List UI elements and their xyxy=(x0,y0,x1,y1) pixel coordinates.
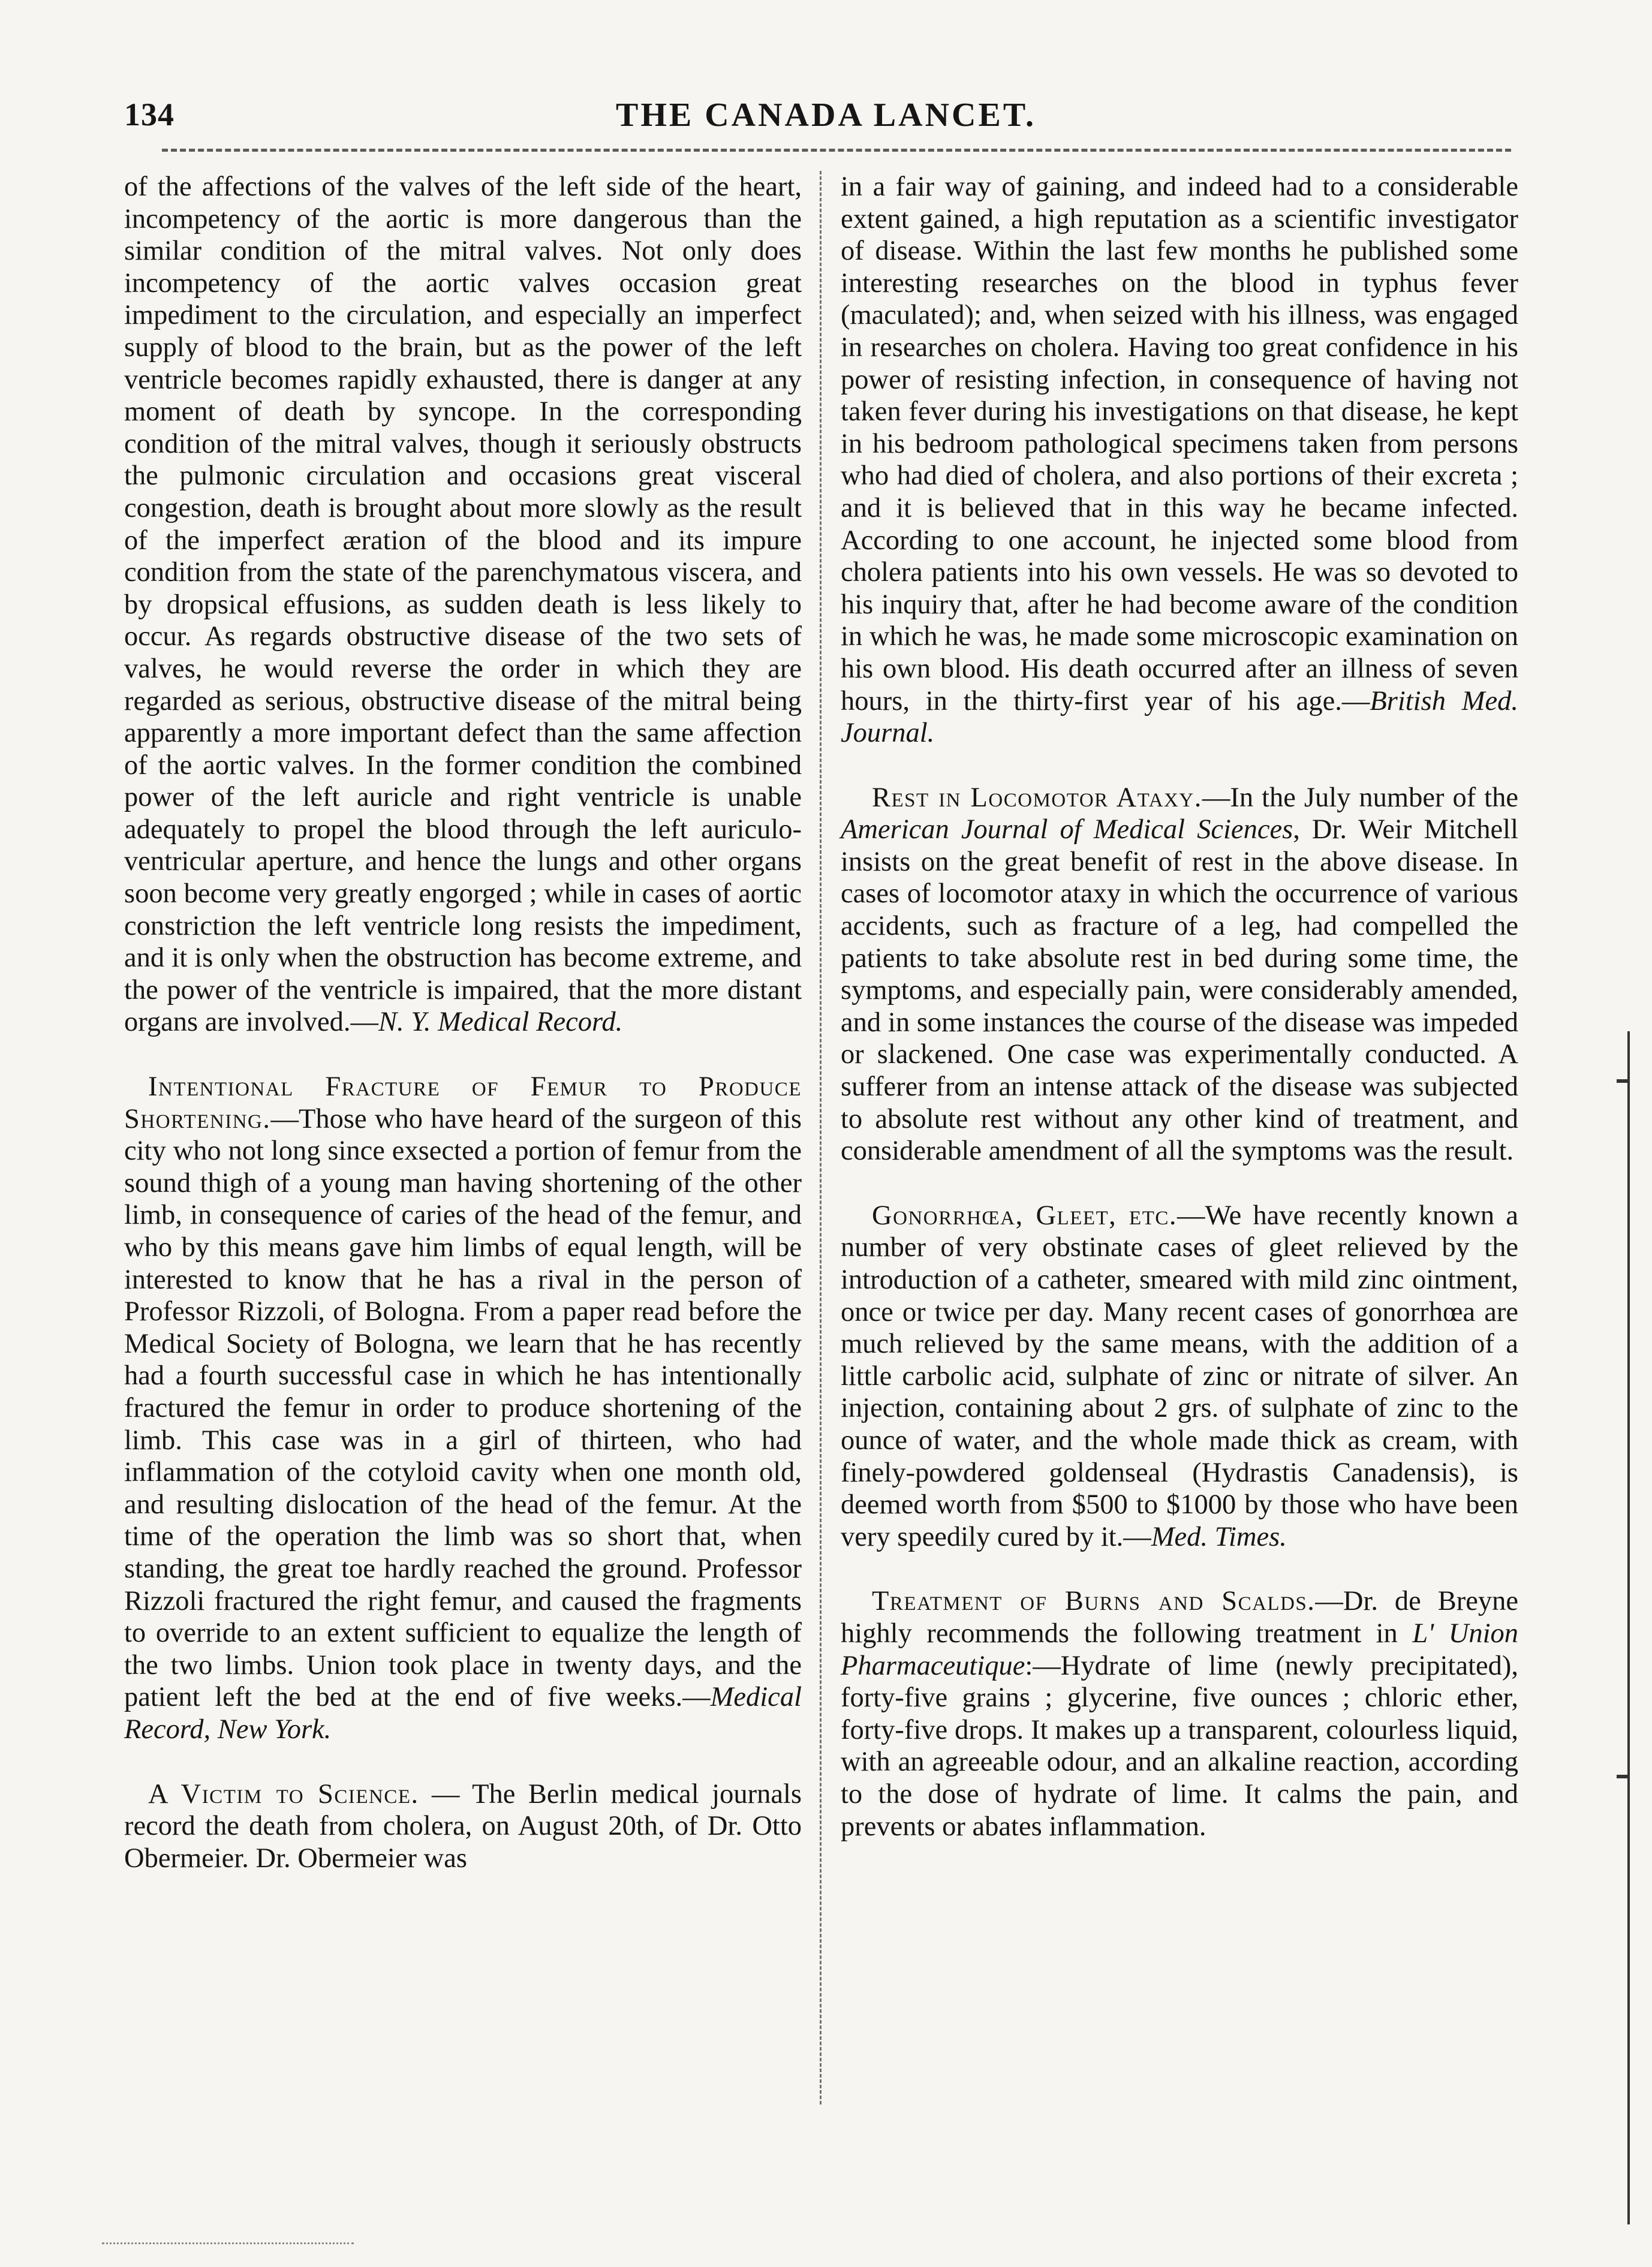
article-text: —In the July number of the xyxy=(1202,782,1518,813)
burns-article xyxy=(841,1585,1518,1842)
source-citation: N. Y. Medical Record. xyxy=(378,1007,623,1038)
article-text: in a fair way of gaining, and indeed had to a considerable extent gained, a high reputation as a scientific investigator of disease. Within the last few months he published some interesting researches on the blood in typhus fever (maculated); and, when seized with his illness, was engaged in researches on cholera. Having too great confidence in his power of resisting infection, in consequence of having not taken fever during his investigations on that disease, he kept in his bedroom pathological specimens taken from persons who had died of cholera, and also portions of their excreta ; and it is believed that in this way he became infected. According to one account, he injected some blood from cholera patients into his own vessels. He was so devoted to his inquiry that, after he had become aware of the condition in which he was, he made some microscopic examination on his own blood. His death occurred after an illness of seven hours, in the thirty-first year of his age.— xyxy=(841,171,1518,716)
source-citation: British Med. Journal. xyxy=(841,685,1518,749)
gonorrhoea-article xyxy=(841,1200,1518,1554)
ataxy-article xyxy=(841,782,1518,1167)
journal-name: American Journal of Medical Sciences xyxy=(841,814,1293,845)
article-heading: A Victim to Science. xyxy=(148,1778,419,1810)
source-citation: Med. Times. xyxy=(1151,1521,1287,1552)
binding-edge-tick xyxy=(1617,1079,1630,1083)
article-heading: Gonorrhœa, Gleet, etc. xyxy=(872,1200,1177,1231)
binding-edge-mark xyxy=(1627,1031,1630,2224)
article-text: :—Hydrate of lime (newly precipitated), forty-five grains ; glycerine, five ounces ; chloric ether, forty-five drops. It makes up a transparent, colourless liquid, with an agreeable odour, and an alkaline reaction, according to the dose of hydrate of lime. It calms the pain, and prevents or abates inflammation. xyxy=(841,1650,1518,1842)
femur-article xyxy=(124,1071,802,1745)
article-heading: Intentional Fracture of Femur to Produce Shortening. xyxy=(124,1071,802,1134)
left-column xyxy=(124,171,802,1874)
article-text: —Dr. de Breyne highly recommends the following treatment in xyxy=(841,1586,1518,1649)
journal-name: L' Union Pharmaceutique xyxy=(841,1618,1518,1681)
column-divider xyxy=(820,171,822,2105)
page-number: 134 xyxy=(124,97,174,133)
article-heading: Rest in Locomotor Ataxy. xyxy=(872,782,1202,813)
article-text: —Those who have heard of the surgeon of this city who not long since exsected a portion of femur from the sound thigh of a young man having shortening of the other limb, in consequence of caries of the head of the femur, and who by this means gave him limbs of equal length, will be interested to know that he has a rival in the person of Professor Rizzoli, of Bologna. From a paper read before the Medical Society of Bologna, we learn that he has recently had a fourth successful case in which he has intentionally fractured the femur in order to produce shortening of the limb. This case was in a girl of thirteen, who had inflammation of the cotyloid cavity when one month old, and resulting dislocation of the head of the femur. At the time of the operation the limb was so short that, when standing, the great toe hardly reached the ground. Professor Rizzoli fractured the right femur, and caused the fragments to override to an extent sufficient to equalize the length of the two limbs. Union took place in twenty days, and the patient left the bed at the end of five weeks.— xyxy=(124,1103,802,1713)
article-text: — The Berlin medical journals record the death from cholera, on August 20th, of Dr. Otto Obermeier. Dr. Obermeier was xyxy=(124,1778,802,1874)
victim-article-continued xyxy=(841,171,1518,749)
victim-article xyxy=(124,1778,802,1875)
journal-title: THE CANADA LANCET. xyxy=(615,97,1037,134)
aortic-mitral-paragraph xyxy=(124,171,802,1038)
header-rule xyxy=(162,149,1511,152)
article-text: —We have recently known a number of very obstinate cases of gleet relieved by the introduction of a catheter, smeared with mild zinc ointment, once or twice per day. Many recent cases of gonorrhœa are much relieved by the same means, with the addition of a little carbolic acid, sulphate of zinc or nitrate of silver. An injection, containing about 2 grs. of sulphate of zinc to the ounce of water, and the whole made thick as cream, with finely-powdered goldenseal (Hydrastis Canadensis), is deemed worth from $500 to $1000 by those who have been very speedily cured by it.— xyxy=(841,1200,1519,1552)
binding-edge-tick xyxy=(1617,1775,1630,1778)
source-citation: Medical Record, New York. xyxy=(124,1682,802,1745)
right-column xyxy=(841,171,1518,1842)
paragraph-text: of the affections of the valves of the left side of the heart, incompetency of the aortic is more dangerous than the similar condition of the mitral valves. Not only does incompetency of the aortic valves occasion great impediment to the circulation, and especially an imperfect supply of blood to the brain, but as the power of the left ventricle becomes rapidly exhausted, there is danger at any moment of death by syncope. In the corresponding condition of the mitral valves, though it seriously obstructs the pulmonic circulation and occasions great visceral congestion, death is brought about more slowly as the result of the imperfect æration of the blood and its impure condition from the state of the parenchymatous viscera, and by dropsical effusions, as sudden death is less likely to occur. As regards obstructive disease of the two sets of valves, he would reverse the order in which they are regarded as serious, obstructive disease of the mitral being apparently a more important defect than the same affection of the aortic valves. In the former condition the combined power of the left auricle and right ventricle is unable adequately to propel the blood through the left auriculo-ventricular aperture, and hence the lungs and other organs soon become very greatly engorged ; while in cases of aortic constriction the left ventricle long resists the impediment, and it is only when the obstruction has become extreme, and the power of the ventricle is impaired, that the more distant organs are involved.— xyxy=(124,171,802,1038)
article-heading: Treatment of Burns and Scalds. xyxy=(872,1586,1316,1617)
article-text: , Dr. Weir Mitchell insists on the great benefit of rest in the above disease. In cases of locomotor ataxy in which the occurrence of various accidents, such as fracture of a leg, had compelled the patients to take absolute rest in bed during some time, the symptoms, and especially pain, were considerably amended, and in some instances the course of the disease was impeded or slackened. One case was experimentally conducted. A sufferer from an intense attack of the disease was subjected to absolute rest without any other kind of treatment, and considerable amendment of all the symptoms was the result. xyxy=(841,814,1518,1167)
scan-artifact xyxy=(102,2242,354,2244)
